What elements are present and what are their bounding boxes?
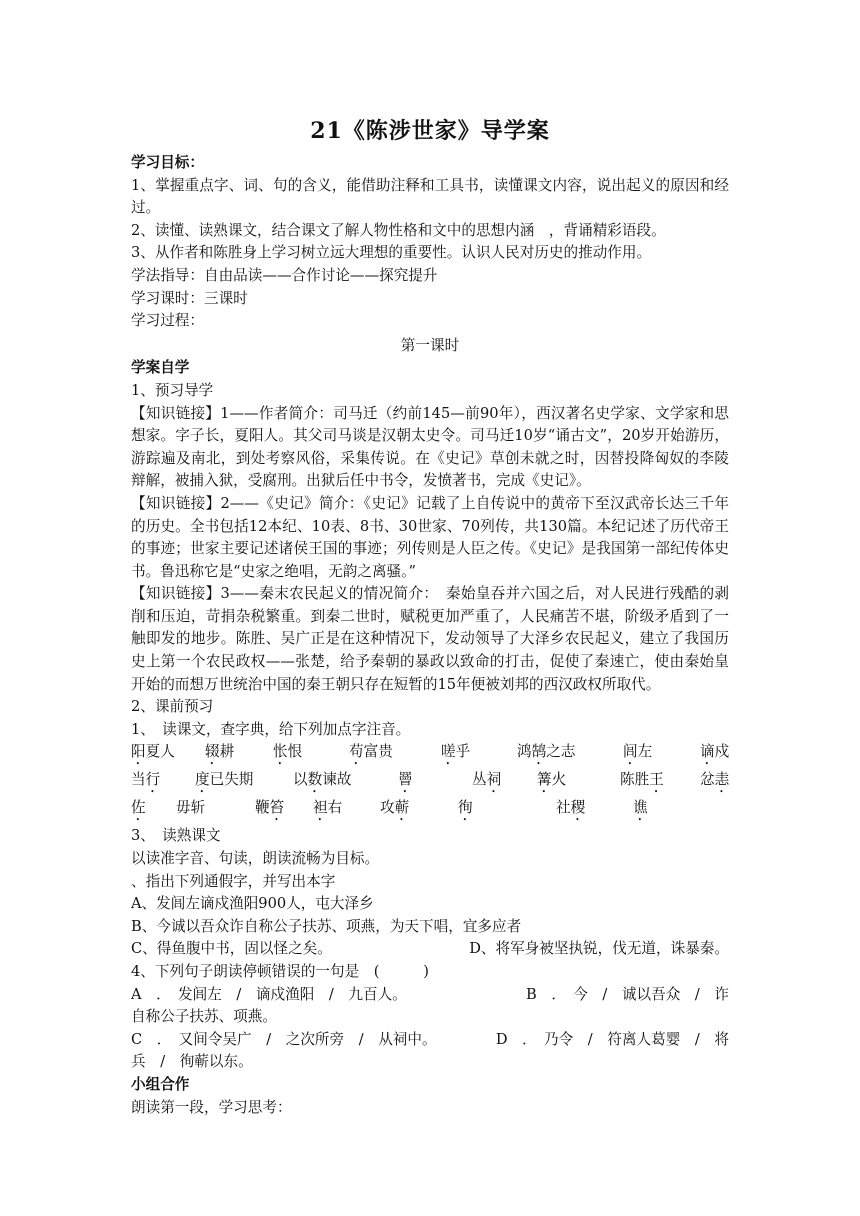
- word-item: 当行: [131, 771, 161, 789]
- tongjia-d: D、将军身被坚执锐，伐无道，诛暴秦。: [469, 940, 729, 958]
- word-item: 佐: [131, 799, 146, 817]
- q4-option-d-cont: 兵 / 徇蕲以东。: [131, 1053, 253, 1071]
- tongjia-b: B、今诚以吾众诈自称公子扶苏、项燕，为天下唱，宜多应者: [131, 917, 522, 935]
- tongjia-a: A、发闾左谪戍渔阳900人，屯大泽乡: [131, 895, 374, 913]
- task-1: 1、 读课文，查字典，给下列加点字注音。: [131, 720, 411, 738]
- knowledge-link-2: 【知识链接】2——《史记》简介：《史记》记载了上自传说中的黄帝下至汉武帝长达三千年的历史。全书包括12本纪、10表、8书、30世家、70列传，共130篇。本纪记述了历代帝王的事迹；世家主要记述诸侯王国的事迹；列传则是人臣之传。《史记》是我国第一部纪传体史书。鲁迅称它是“史家之绝唱，无韵之离骚。”: [131, 494, 729, 580]
- word-row-1: [131, 741, 729, 769]
- word-item: 以数谏故: [293, 771, 352, 789]
- word-item: 罾: [398, 771, 413, 789]
- goal-3: 3、从作者和陈胜身上学习树立远大理想的重要性。认识人民对历史的推动作用。: [131, 244, 652, 262]
- word-row-2: [131, 769, 729, 797]
- method-guide: 学法指导：自由品读——合作讨论——探究提升: [131, 266, 438, 284]
- word-item: 度已失期: [195, 771, 254, 789]
- q4-cd-row: [131, 1029, 729, 1052]
- goal-1: 1、掌握重点字、词、句的含义，能借助注释和工具书，读懂课文内容，说出起义的原因和经过。: [131, 176, 729, 217]
- word-item: 闾左: [623, 743, 653, 761]
- word-item: 毋斩: [176, 799, 206, 817]
- q4-option-d: D ． 乃令 / 符离人葛婴 / 将: [495, 1030, 729, 1048]
- word-item: 篝火: [537, 771, 567, 789]
- task-3-desc: 以读准字音、句读，朗读流畅为目标。: [131, 850, 380, 868]
- word-item: 谯: [633, 799, 648, 817]
- pre-class-heading: 2、课前预习: [131, 698, 214, 716]
- word-item: 辍耕: [205, 743, 235, 761]
- word-item: 攻蕲: [380, 799, 410, 817]
- word-item: 阳夏人: [131, 743, 175, 761]
- document-body: [131, 152, 729, 1119]
- knowledge-link-1: 【知识链接】1——作者简介：司马迁（约前145—前90年），西汉著名史学家、文学家和思想家。字子长，夏阳人。其父司马谈是汉朝太史令。司马迁10岁“诵古文”，20岁开始游历，游踪遍及南北，到处考察风俗，采集传说。在《史记》草创未就之时，因替投降匈奴的李陵辩解，被捕入狱，受腐刑。出狱后任中书令，发愤著书，完成《史记》。: [131, 404, 729, 490]
- tongjia-cd-row: [131, 938, 729, 961]
- group-work-heading: 小组合作: [131, 1075, 190, 1093]
- knowledge-link-3: 【知识链接】3——秦末农民起义的情况简介： 秦始皇吞并六国之后，对人民进行残酷的剥削和压迫，苛捐杂税繁重。到秦二世时，赋税更加严重了，人民痛苦不堪，阶级矛盾到了一触即发的地步。陈胜、吴广正是在这种情况下，发动领导了大泽乡农民起义，建立了我国历史上第一个农民政权——张楚，给予秦朝的暴政以致命的打击，促使了秦速亡，使由秦始皇开始的而想万世统治中国的秦王朝只存在短暂的15年便被刘邦的西汉政权所取代。: [131, 585, 729, 693]
- word-item: 怅恨: [273, 743, 303, 761]
- process-heading: 学习过程：: [131, 312, 204, 330]
- q4-option-b-cont: 自称公子扶苏、项燕。: [131, 1008, 277, 1026]
- q4-option-b: B ． 今 / 诚以吾众 / 诈: [526, 985, 729, 1003]
- self-study-heading: 学案自学: [131, 359, 190, 377]
- word-item: 忿恚: [700, 771, 730, 789]
- q4-option-c: C ． 又间令吴广 / 之次所旁 / 从祠中。: [131, 1030, 437, 1048]
- word-item: 鞭笞: [255, 799, 285, 817]
- read-first-paragraph: 朗读第一段，学习思考：: [131, 1098, 292, 1116]
- task-3: 3、 读熟课文: [131, 827, 221, 845]
- word-item: 苟富贵: [349, 743, 393, 761]
- preview-heading: 1、预习导学: [131, 381, 214, 399]
- word-item: 嗟乎: [441, 743, 471, 761]
- word-item: 鸿鹄之志: [517, 743, 576, 761]
- word-item: 社稷: [556, 799, 586, 817]
- tongjia-c: C、得鱼腹中书，固以怪之矣。: [131, 940, 332, 958]
- page-title: 21《陈涉世家》导学案: [310, 118, 550, 144]
- q4-ab-row: [131, 984, 729, 1007]
- word-item: 袒右: [313, 799, 343, 817]
- goal-2: 2、读懂、读熟课文，结合课文了解人物性格和文中的思想内涵 ，背诵精彩语段。: [131, 221, 666, 239]
- lesson-heading: 第一课时: [400, 336, 460, 354]
- goals-heading: 学习目标：: [131, 154, 204, 171]
- q4-option-a: A ． 发闾左 / 谪戍渔阳 / 九百人。: [131, 985, 407, 1003]
- study-hours: 学习课时：三课时: [131, 289, 248, 307]
- tongjia-heading: 、指出下列通假字，并写出本字: [131, 872, 336, 890]
- word-item: 丛祠: [472, 771, 502, 789]
- question-4: 4、下列句子朗读停顿错误的一句是 ( ): [131, 963, 429, 980]
- word-item: 徇: [458, 799, 473, 817]
- word-item: 谪戍: [700, 743, 730, 761]
- word-item: 陈胜王: [620, 771, 664, 789]
- word-row-3: [131, 797, 729, 825]
